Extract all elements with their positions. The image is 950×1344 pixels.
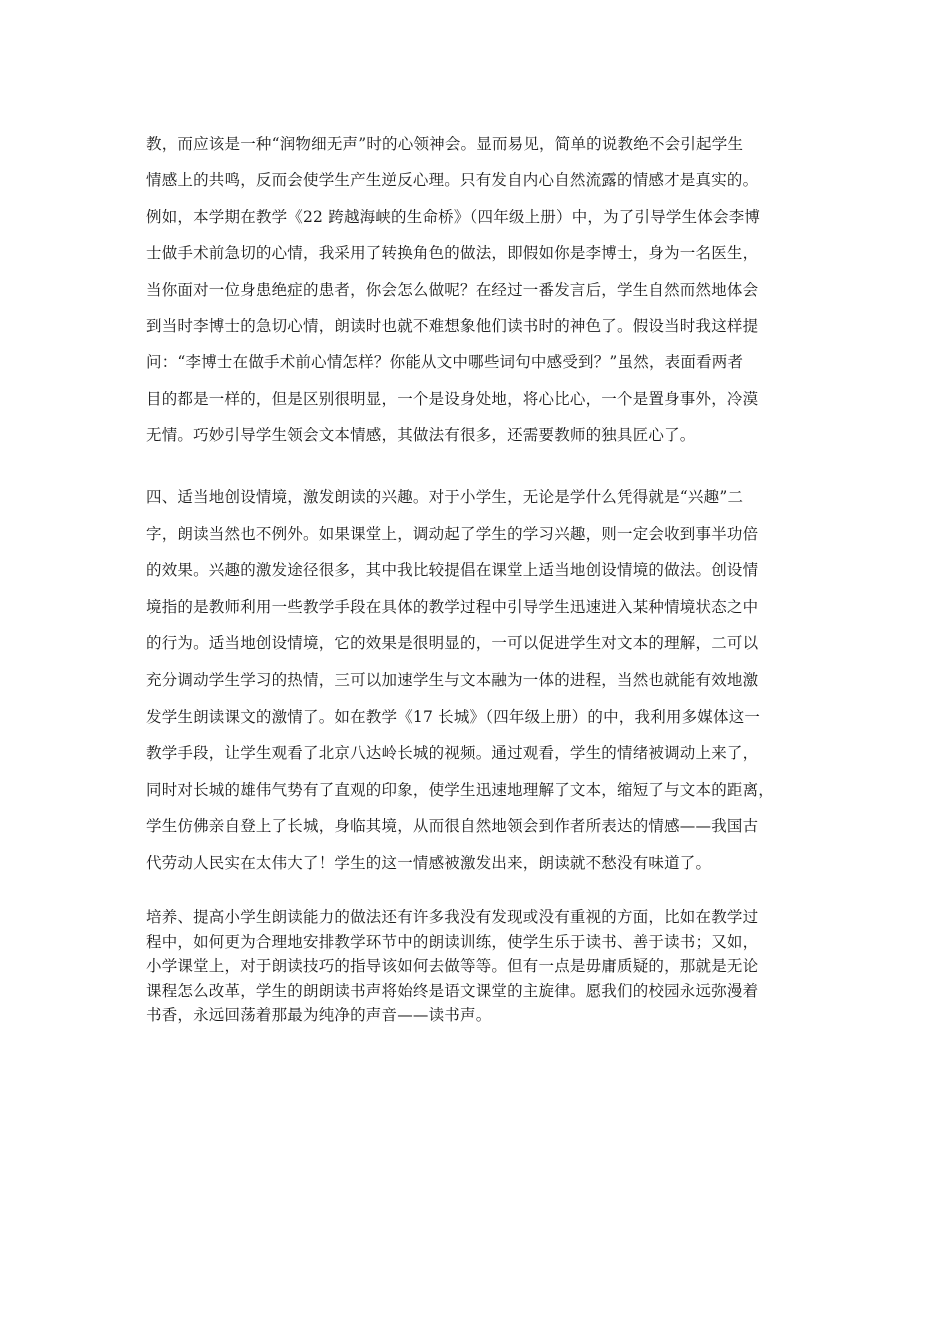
paragraph-line: 问：“李博士在做手术前心情怎样？你能从文中哪些词句中感受到？”虽然，表面看两者 [146, 353, 744, 372]
paragraph-line: 教，而应该是一种“润物细无声”时的心领神会。显而易见，简单的说教绝不会引起学生 [146, 135, 744, 153]
paragraph-line: 的效果。兴趣的激发途径很多，其中我比较提倡在课堂上适当地创设情境的做法。创设情 [146, 561, 759, 580]
paragraph-line: 到当时李博士的急切心情，朗读时也就不难想象他们读书时的神色了。假设当时我这样提 [146, 316, 759, 335]
paragraph-line: 发学生朗读课文的激情了。如在教学《17 长城》（四年级上册）的中，我利用多媒体这一 [146, 707, 761, 726]
paragraph-line: 目的都是一样的，但是区别很明显，一个是设身处地，将心比心，一个是置身事外，冷漠 [146, 389, 759, 408]
paragraph-line: 的行为。适当地创设情境，它的效果是很明显的，一可以促进学生对文本的理解，二可以 [146, 634, 759, 653]
paragraph-line: 充分调动学生学习的热情，三可以加速学生与文本融为一体的进程，当然也就能有效地激 [146, 670, 759, 689]
paragraph-line: 程中，如何更为合理地安排教学环节中的朗读训练，使学生乐于读书、善于读书；又如， [146, 932, 759, 951]
paragraph-section-four [146, 479, 808, 882]
paragraph-conclusion [146, 905, 808, 1028]
paragraph-line: 境指的是教师利用一些教学手段在具体的教学过程中引导学生迅速进入某种情境状态之中 [146, 597, 759, 616]
paragraph-line: 课程怎么改革，学生的朗朗读书声将始终是语文课堂的主旋律。愿我们的校园永远弥漫着 [146, 981, 759, 1000]
paragraph-line: 四、适当地创设情境，激发朗读的兴趣。对于小学生，无论是学什么凭得就是“兴趣”二 [146, 488, 744, 506]
paragraph-line: 例如，本学期在教学《22 跨越海峡的生命桥》（四年级上册）中，为了引导学生体会李博 [146, 207, 761, 226]
paragraph-line: 书香，永远回荡着那最为纯净的声音——读书声。 [146, 1006, 492, 1025]
paragraph-line: 代劳动人民实在太伟大了！学生的这一情感被激发出来，朗读就不愁没有味道了。 [146, 853, 712, 872]
paragraph-line: 士做手术前急切的心情，我采用了转换角色的做法，即假如你是李博士，身为一名医生， [146, 244, 759, 263]
paragraph-line: 无情。巧妙引导学生领会文本情感，其做法有很多，还需要教师的独具匠心了。 [146, 426, 696, 445]
paragraph-line: 同时对长城的雄伟气势有了直观的印象，使学生迅速地理解了文本，缩短了与文本的距离， [146, 780, 775, 799]
paragraph-line: 小学课堂上，对于朗读技巧的指导该如何去做等等。但有一点是毋庸质疑的，那就是无论 [146, 957, 759, 976]
paragraph-line: 字，朗读当然也不例外。如果课堂上，调动起了学生的学习兴趣，则一定会收到事半功倍 [146, 524, 759, 543]
paragraph-line: 情感上的共鸣，反而会使学生产生逆反心理。只有发自内心自然流露的情感才是真实的。 [146, 171, 759, 190]
paragraph-line: 教学手段，让学生观看了北京八达岭长城的视频。通过观看，学生的情绪被调动上来了， [146, 744, 759, 763]
paragraph-line: 当你面对一位身患绝症的患者，你会怎么做呢？在经过一番发言后，学生自然而然地体会 [146, 280, 759, 299]
paragraph-role-change [146, 126, 808, 454]
paragraph-line: 培养、提高小学生朗读能力的做法还有许多我没有发现或没有重视的方面，比如在教学过 [146, 908, 759, 926]
paragraph-line: 学生仿佛亲自登上了长城，身临其境，从而很自然地领会到作者所表达的情感——我国古 [146, 817, 759, 836]
